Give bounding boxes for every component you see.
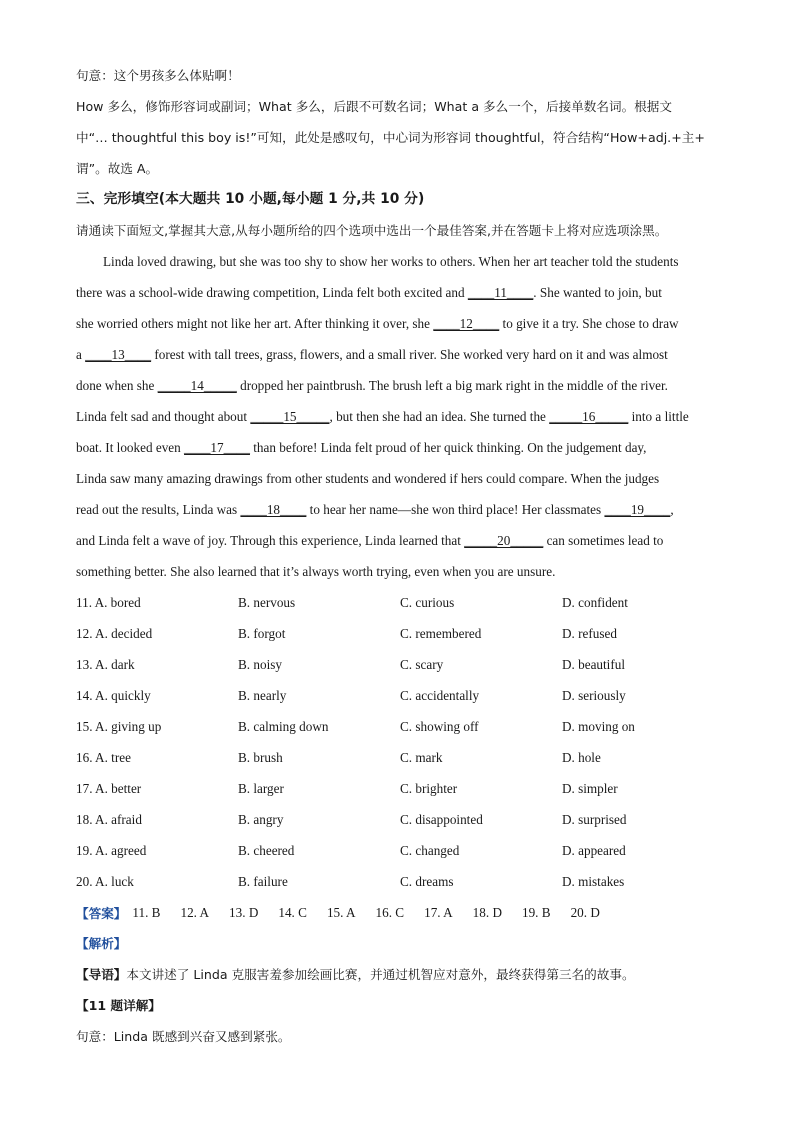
passage-line [76, 525, 726, 556]
option-item: C. brighter [400, 780, 458, 796]
q10-explain-line1: How 多么，修饰形容词或副词；What 多么，后跟不可数名词；What a 多么一个，后接单数名词。根据文 [76, 99, 672, 114]
option-item: 12. A. decided [76, 625, 153, 641]
passage-text: there was a school-wide drawing competition, Linda felt both excited and [76, 285, 468, 300]
option-item: D. seriously [562, 687, 626, 703]
option-item: 18. A. afraid [76, 811, 142, 827]
q11-label: 【11 题详解】 [76, 998, 161, 1013]
guide-line [76, 959, 726, 990]
passage-blank: ____17____ [184, 440, 250, 455]
answer-item: 17. A [424, 904, 453, 920]
option-item: C. dreams [400, 873, 454, 889]
option-item: 20. A. luck [76, 873, 134, 889]
option-item: 11. A. bored [76, 594, 141, 610]
passage-line [76, 246, 726, 277]
document-page [76, 60, 726, 1052]
option-row [76, 618, 726, 649]
answer-item: 20. D [570, 904, 600, 920]
answer-item: 18. D [472, 904, 502, 920]
passage-line [76, 494, 726, 525]
passage-text: read out the results, Linda was [76, 502, 241, 517]
analysis-label: 【解析】 [76, 936, 127, 951]
option-item: 14. A. quickly [76, 687, 151, 703]
option-row [76, 773, 726, 804]
answer-row [76, 897, 726, 928]
passage [76, 246, 726, 587]
option-item: D. hole [562, 749, 601, 765]
passage-text: , but then she had an idea. She turned the [329, 409, 550, 424]
section-heading: 三、完形填空(本大题共 10 小题,每小题 1 分,共 10 分) [76, 191, 425, 207]
passage-line [76, 339, 726, 370]
q10-explain-line2: 中“… thoughtful this boy is!”可知，此处是感叹句，中心词为形容词 thoughtful，符合结构“How+adj.+主+ [76, 130, 705, 145]
option-item: B. failure [238, 873, 288, 889]
option-item: C. accidentally [400, 687, 480, 703]
passage-text: can sometimes lead to [543, 533, 664, 548]
option-item: D. beautiful [562, 656, 625, 672]
option-row [76, 587, 726, 618]
option-item: D. refused [562, 625, 617, 641]
passage-text: and Linda felt a wave of joy. Through this experience, Linda learned that [76, 533, 465, 548]
passage-line [76, 432, 726, 463]
guide-label: 【导语】 [76, 967, 127, 982]
q10-explain-line3: 谓”。故选 A。 [76, 161, 159, 176]
option-item: 17. A. better [76, 780, 142, 796]
option-item: D. confident [562, 594, 628, 610]
passage-text: forest with tall trees, grass, flowers, and a small river. She worked very hard on it and was almost [151, 347, 668, 362]
passage-blank: ____11____ [467, 285, 534, 300]
option-item: C. changed [400, 842, 460, 858]
option-item: C. scary [400, 656, 444, 672]
option-item: B. brush [238, 749, 283, 765]
passage-blank: _____14_____ [157, 378, 237, 393]
passage-text: a [76, 347, 86, 362]
answer-item: 16. C [375, 904, 405, 920]
option-row [76, 680, 726, 711]
passage-text: dropped her paintbrush. The brush left a big mark right in the middle of the river. [236, 378, 668, 393]
option-row [76, 649, 726, 680]
option-row [76, 866, 726, 897]
answer-item: 13. D [229, 904, 259, 920]
q11-meaning: 句意：Linda 既感到兴奋又感到紧张。 [76, 1029, 291, 1044]
option-item: 16. A. tree [76, 749, 131, 765]
section-instruction: 请通读下面短文,掌握其大意,从每小题所给的四个选项中选出一个最佳答案,并在答题卡上将对应选项涂黑。 [76, 223, 668, 238]
option-item: D. appeared [562, 842, 626, 858]
passage-line [76, 556, 726, 587]
passage-text: boat. It looked even [76, 440, 185, 455]
option-item: B. noisy [238, 656, 282, 672]
option-item: 19. A. agreed [76, 842, 147, 858]
options-list [76, 587, 726, 897]
option-item: 13. A. dark [76, 656, 135, 672]
option-item: C. mark [400, 749, 443, 765]
q10-meaning: 句意：这个男孩多么体贴啊！ [76, 68, 240, 83]
option-item: C. showing off [400, 718, 479, 734]
guide-text: 本文讲述了 Linda 克服害羞参加绘画比赛，并通过机智应对意外，最终获得第三名的故事。 [126, 967, 635, 982]
answer-label: 【答案】 [76, 906, 127, 921]
passage-line [76, 401, 726, 432]
passage-line [76, 277, 726, 308]
passage-blank: _____20_____ [464, 533, 544, 548]
analysis-label-line [76, 928, 726, 959]
passage-text: to give it a try. She chose to draw [499, 316, 679, 331]
option-item: D. mistakes [562, 873, 625, 889]
passage-blank: ____12____ [433, 316, 500, 331]
option-item: C. curious [400, 594, 455, 610]
option-item: D. moving on [562, 718, 635, 734]
option-item: B. calming down [238, 718, 329, 734]
answer-item: 19. B [521, 904, 551, 920]
passage-text: to hear her name—she won third place! Her classmates [306, 502, 605, 517]
passage-text: Linda saw many amazing drawings from other students and wondered if hers could compare. When the judges [76, 471, 660, 486]
option-item: B. nervous [238, 594, 296, 610]
passage-text: . She wanted to join, but [533, 285, 662, 300]
option-item: B. nearly [238, 687, 287, 703]
option-item: C. disappointed [400, 811, 483, 827]
passage-blank: _____15_____ [250, 409, 330, 424]
option-item: B. angry [238, 811, 284, 827]
passage-line [76, 308, 726, 339]
passage-line [76, 370, 726, 401]
passage-text: done when she [76, 378, 158, 393]
option-item: C. remembered [400, 625, 482, 641]
passage-blank: ____13____ [85, 347, 152, 362]
option-row [76, 804, 726, 835]
passage-text: , [670, 502, 674, 517]
option-item: D. simpler [562, 780, 618, 796]
option-item: B. forgot [238, 625, 286, 641]
passage-text: Linda loved drawing, but she was too shy to show her works to others. When her art teacher told the students [103, 254, 679, 269]
passage-text: Linda felt sad and thought about [76, 409, 251, 424]
answer-item: 11. B [132, 904, 161, 920]
passage-text: into a little [628, 409, 689, 424]
passage-text: she worried others might not like her art. After thinking it over, she [76, 316, 434, 331]
passage-blank: _____16_____ [549, 409, 629, 424]
passage-blank: ____18____ [240, 502, 307, 517]
passage-text: than before! Linda felt proud of her quick thinking. On the judgement day, [249, 440, 647, 455]
option-item: 15. A. giving up [76, 718, 162, 734]
passage-line [76, 463, 726, 494]
passage-text: something better. She also learned that it’s always worth trying, even when you are unsure. [76, 564, 556, 579]
option-row [76, 742, 726, 773]
answer-item: 14. C [278, 904, 307, 920]
option-item: D. surprised [562, 811, 627, 827]
option-row [76, 711, 726, 742]
option-row [76, 835, 726, 866]
answer-item: 15. A [326, 904, 356, 920]
option-item: B. larger [238, 780, 284, 796]
answer-item: 12. A [180, 904, 210, 920]
option-item: B. cheered [238, 842, 295, 858]
passage-blank: ____19____ [604, 502, 671, 517]
